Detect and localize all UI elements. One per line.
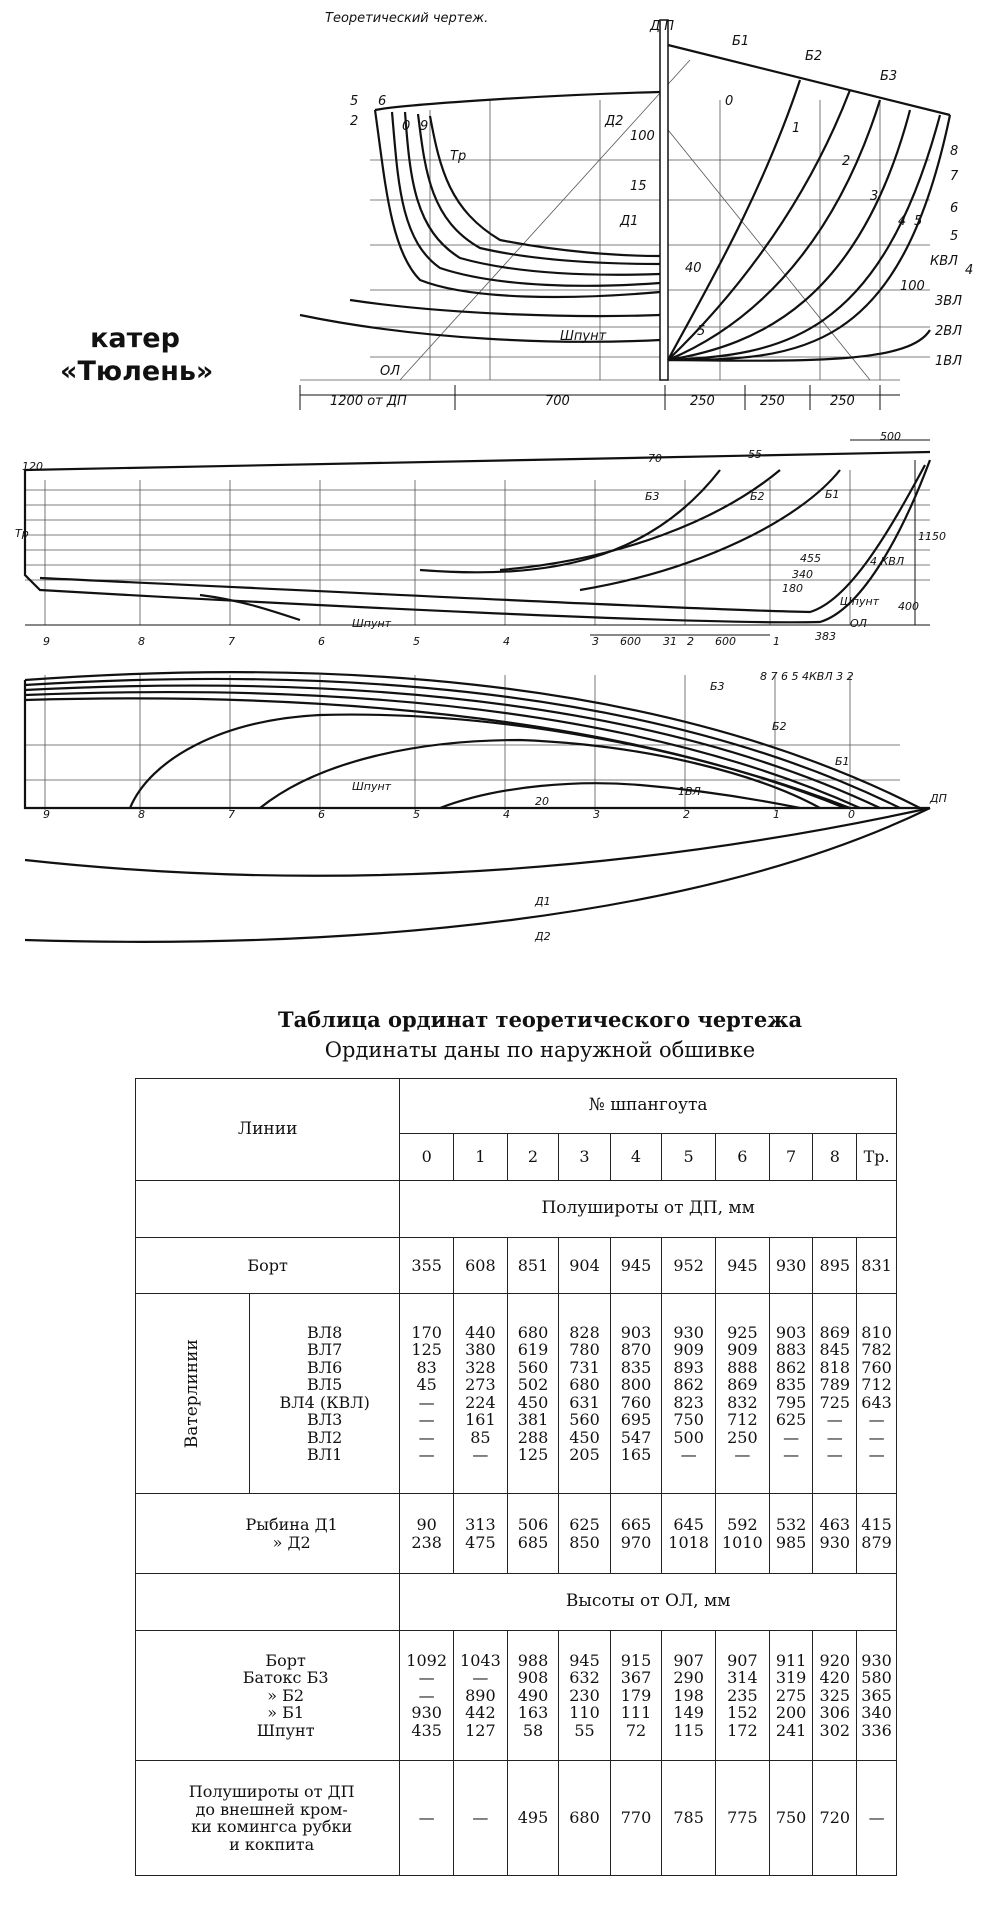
svg-text:1ВЛ: 1ВЛ	[678, 785, 701, 798]
svg-text:100: 100	[630, 129, 655, 144]
waterlines-labels: ВЛ8 ВЛ7 ВЛ6 ВЛ5 ВЛ4 (КВЛ) ВЛ3 ВЛ2 ВЛ1	[250, 1294, 400, 1494]
svg-text:2ВЛ: 2ВЛ	[935, 324, 962, 339]
svg-text:4 КВЛ: 4 КВЛ	[870, 555, 905, 568]
svg-text:7: 7	[228, 808, 235, 821]
svg-text:120: 120	[22, 460, 43, 473]
frame-header-cell: 8	[813, 1134, 857, 1181]
table-cell: 415 879	[857, 1494, 897, 1574]
svg-text:Б1: Б1	[732, 34, 750, 49]
svg-text:4: 4	[503, 635, 510, 648]
svg-text:2: 2	[683, 808, 690, 821]
table-cell: 895	[813, 1238, 857, 1294]
svg-text:250: 250	[760, 394, 785, 409]
section-heights: Высоты от ОЛ, мм	[400, 1574, 897, 1631]
svg-text:Шпунт: Шпунт	[840, 595, 880, 608]
table-cell: 170 125 83 45 — — — —	[400, 1294, 454, 1494]
svg-text:Д2: Д2	[605, 114, 624, 129]
svg-text:5: 5	[950, 229, 959, 244]
svg-text:1: 1	[773, 808, 780, 821]
table-cell: 90 238	[400, 1494, 454, 1574]
svg-text:8: 8	[138, 808, 145, 821]
table-cell: 911 319 275 200 241	[769, 1631, 813, 1761]
svg-text:383: 383	[815, 630, 836, 643]
table-cell: 463 930	[813, 1494, 857, 1574]
svg-text:Б3: Б3	[880, 69, 898, 84]
svg-text:2: 2	[687, 635, 694, 648]
svg-text:40: 40	[685, 261, 702, 276]
svg-text:ОЛ: ОЛ	[380, 364, 401, 379]
svg-text:Шпунт: Шпунт	[352, 780, 392, 793]
table-cell: 930	[769, 1238, 813, 1294]
rybina-labels: Рыбина Д1 » Д2	[136, 1494, 400, 1574]
table-cell: 904	[559, 1238, 611, 1294]
frame-header-cell: 4	[610, 1134, 662, 1181]
svg-text:15: 15	[630, 179, 647, 194]
table-cell: 831	[857, 1238, 897, 1294]
table-cell: 680	[559, 1761, 611, 1876]
svg-text:8 7 6 5 4КВЛ 3 2: 8 7 6 5 4КВЛ 3 2	[760, 670, 854, 683]
table-cell: 592 1010	[716, 1494, 770, 1574]
section-spacer	[136, 1574, 400, 1631]
svg-text:55: 55	[748, 448, 762, 461]
frame-header-cell: 3	[559, 1134, 611, 1181]
table-cell: 770	[610, 1761, 662, 1876]
svg-text:9: 9	[420, 119, 429, 134]
svg-text:Д1: Д1	[620, 214, 639, 229]
table-cell: 506 685	[507, 1494, 559, 1574]
table-cell: 828 780 731 680 631 560 450 205	[559, 1294, 611, 1494]
table-cell: 930 909 893 862 823 750 500 —	[662, 1294, 716, 1494]
svg-text:31: 31	[663, 635, 677, 648]
table-cell: 532 985	[769, 1494, 813, 1574]
svg-text:Д1: Д1	[535, 895, 551, 908]
svg-text:6: 6	[378, 94, 387, 109]
svg-text:4: 4	[503, 808, 510, 821]
table-cell: 952	[662, 1238, 716, 1294]
table-cell: 851	[507, 1238, 559, 1294]
svg-text:0: 0	[848, 808, 855, 821]
coaming-label: Полушироты от ДП до внешней кром- ки комингса рубки и кокпита	[136, 1761, 400, 1876]
table-cell: 1043 — 890 442 127	[454, 1631, 508, 1761]
svg-text:6: 6	[950, 201, 959, 216]
table-cell: 907 314 235 152 172	[716, 1631, 770, 1761]
table-cell: —	[857, 1761, 897, 1876]
svg-text:1: 1	[773, 635, 780, 648]
svg-text:7: 7	[228, 635, 235, 648]
svg-text:2: 2	[842, 154, 851, 169]
svg-text:Б1: Б1	[825, 488, 840, 501]
svg-text:ОЛ: ОЛ	[850, 617, 867, 630]
frame-header-cell: Тр.	[857, 1134, 897, 1181]
ordinates-table	[135, 1078, 897, 1876]
table-cell: 920 420 325 306 302	[813, 1631, 857, 1761]
svg-text:Б1: Б1	[835, 755, 850, 768]
svg-text:0: 0	[402, 119, 411, 134]
svg-text:6: 6	[318, 635, 325, 648]
svg-text:5: 5	[413, 635, 420, 648]
table-cell: 945	[716, 1238, 770, 1294]
svg-text:5: 5	[350, 94, 359, 109]
table-cell: 903 883 862 835 795 625 — —	[769, 1294, 813, 1494]
waterlines-group-cell	[136, 1294, 250, 1494]
table-cell: 645 1018	[662, 1494, 716, 1574]
svg-text:ДП: ДП	[930, 792, 947, 805]
frame-number-header: № шпангоута	[400, 1079, 897, 1134]
table-cell: 495	[507, 1761, 559, 1876]
table-cell: 750	[769, 1761, 813, 1876]
svg-text:8: 8	[138, 635, 145, 648]
svg-text:1ВЛ: 1ВЛ	[935, 354, 962, 369]
frame-header-cell: 1	[454, 1134, 508, 1181]
table-subtitle: Ординаты даны по наружной обшивке	[324, 1038, 756, 1062]
svg-text:КВЛ: КВЛ	[930, 254, 958, 269]
svg-text:8: 8	[950, 144, 959, 159]
svg-text:180: 180	[782, 582, 803, 595]
svg-text:Б3: Б3	[710, 680, 725, 693]
section-spacer	[136, 1181, 400, 1238]
table-cell: 775	[716, 1761, 770, 1876]
svg-text:9: 9	[43, 808, 50, 821]
svg-text:Б2: Б2	[772, 720, 787, 733]
svg-text:4: 4	[965, 263, 974, 278]
frame-header-cell: 6	[716, 1134, 770, 1181]
svg-text:1: 1	[792, 121, 801, 136]
svg-text:400: 400	[898, 600, 919, 613]
table-cell: 608	[454, 1238, 508, 1294]
table-cell: 945 632 230 110 55	[559, 1631, 611, 1761]
svg-text:6: 6	[318, 808, 325, 821]
caption: Теоретический чертеж.	[325, 11, 489, 26]
svg-text:4: 4	[898, 214, 907, 229]
svg-text:Тр: Тр	[15, 527, 29, 540]
table-heading	[145, 1005, 935, 1065]
svg-text:5: 5	[413, 808, 420, 821]
waterlines-group-label: Ватерлинии	[181, 1339, 202, 1449]
svg-text:600: 600	[620, 635, 641, 648]
table-cell: 680 619 560 502 450 381 288 125	[507, 1294, 559, 1494]
svg-text:Б3: Б3	[645, 490, 660, 503]
table-cell: 720	[813, 1761, 857, 1876]
table-cell: 915 367 179 111 72	[610, 1631, 662, 1761]
svg-text:5: 5	[697, 324, 706, 339]
svg-text:Тр: Тр	[450, 149, 467, 164]
svg-text:0: 0	[725, 94, 734, 109]
table-cell: 930 580 365 340 336	[857, 1631, 897, 1761]
table-title: Таблица ординат теоретического чертежа	[277, 1007, 803, 1032]
table-cell: 440 380 328 273 224 161 85 —	[454, 1294, 508, 1494]
table-cell: 625 850	[559, 1494, 611, 1574]
svg-text:340: 340	[792, 568, 813, 581]
boat-name-line1: катер	[90, 323, 180, 354]
svg-text:3: 3	[593, 808, 600, 821]
svg-text:250: 250	[830, 394, 855, 409]
svg-text:500: 500	[880, 430, 901, 443]
svg-text:3ВЛ: 3ВЛ	[935, 294, 962, 309]
svg-text:Д2: Д2	[535, 930, 551, 943]
svg-text:7: 7	[950, 169, 959, 184]
table-cell: 903 870 835 800 760 695 547 165	[610, 1294, 662, 1494]
svg-text:9: 9	[43, 635, 50, 648]
table-cell: 355	[400, 1238, 454, 1294]
table-cell: 785	[662, 1761, 716, 1876]
svg-text:5: 5	[914, 214, 923, 229]
svg-text:600: 600	[715, 635, 736, 648]
bort-label: Борт	[136, 1238, 400, 1294]
frame-header-cell: 5	[662, 1134, 716, 1181]
svg-text:Б2: Б2	[805, 49, 823, 64]
svg-text:250: 250	[690, 394, 715, 409]
table-cell: 988 908 490 163 58	[507, 1631, 559, 1761]
table-cell: 313 475	[454, 1494, 508, 1574]
svg-text:100: 100	[900, 279, 925, 294]
table-cell: —	[454, 1761, 508, 1876]
table-cell: 665 970	[610, 1494, 662, 1574]
boat-name	[60, 322, 214, 388]
section-halfwidths: Полушироты от ДП, мм	[400, 1181, 897, 1238]
frame-header-cell: 7	[769, 1134, 813, 1181]
table-cell: —	[400, 1761, 454, 1876]
svg-text:3: 3	[870, 189, 879, 204]
table-cell: 907 290 198 149 115	[662, 1631, 716, 1761]
svg-text:Д П: Д П	[650, 19, 675, 34]
lines-header: Линии	[136, 1079, 400, 1181]
frame-header-cell: 0	[400, 1134, 454, 1181]
svg-text:Б2: Б2	[750, 490, 765, 503]
table-cell: 945	[610, 1238, 662, 1294]
svg-text:Шпунт: Шпунт	[560, 329, 607, 344]
svg-text:455: 455	[800, 552, 821, 565]
table-cell: 810 782 760 712 643 — — —	[857, 1294, 897, 1494]
svg-text:20: 20	[535, 795, 549, 808]
frame-header-cell: 2	[507, 1134, 559, 1181]
table-cell: 925 909 888 869 832 712 250 —	[716, 1294, 770, 1494]
svg-text:70: 70	[648, 452, 662, 465]
heights-labels: Борт Батокс Б3 » Б2 » Б1 Шпунт	[136, 1631, 400, 1761]
svg-text:1200 от ДП: 1200 от ДП	[330, 394, 407, 409]
svg-text:2: 2	[350, 114, 359, 129]
svg-text:1150: 1150	[918, 530, 946, 543]
svg-text:700: 700	[545, 394, 570, 409]
table-cell: 869 845 818 789 725 — — —	[813, 1294, 857, 1494]
table-cell: 1092 — — 930 435	[400, 1631, 454, 1761]
boat-name-line2: «Тюлень»	[60, 356, 214, 387]
svg-text:Шпунт: Шпунт	[352, 617, 392, 630]
svg-text:3: 3	[592, 635, 599, 648]
